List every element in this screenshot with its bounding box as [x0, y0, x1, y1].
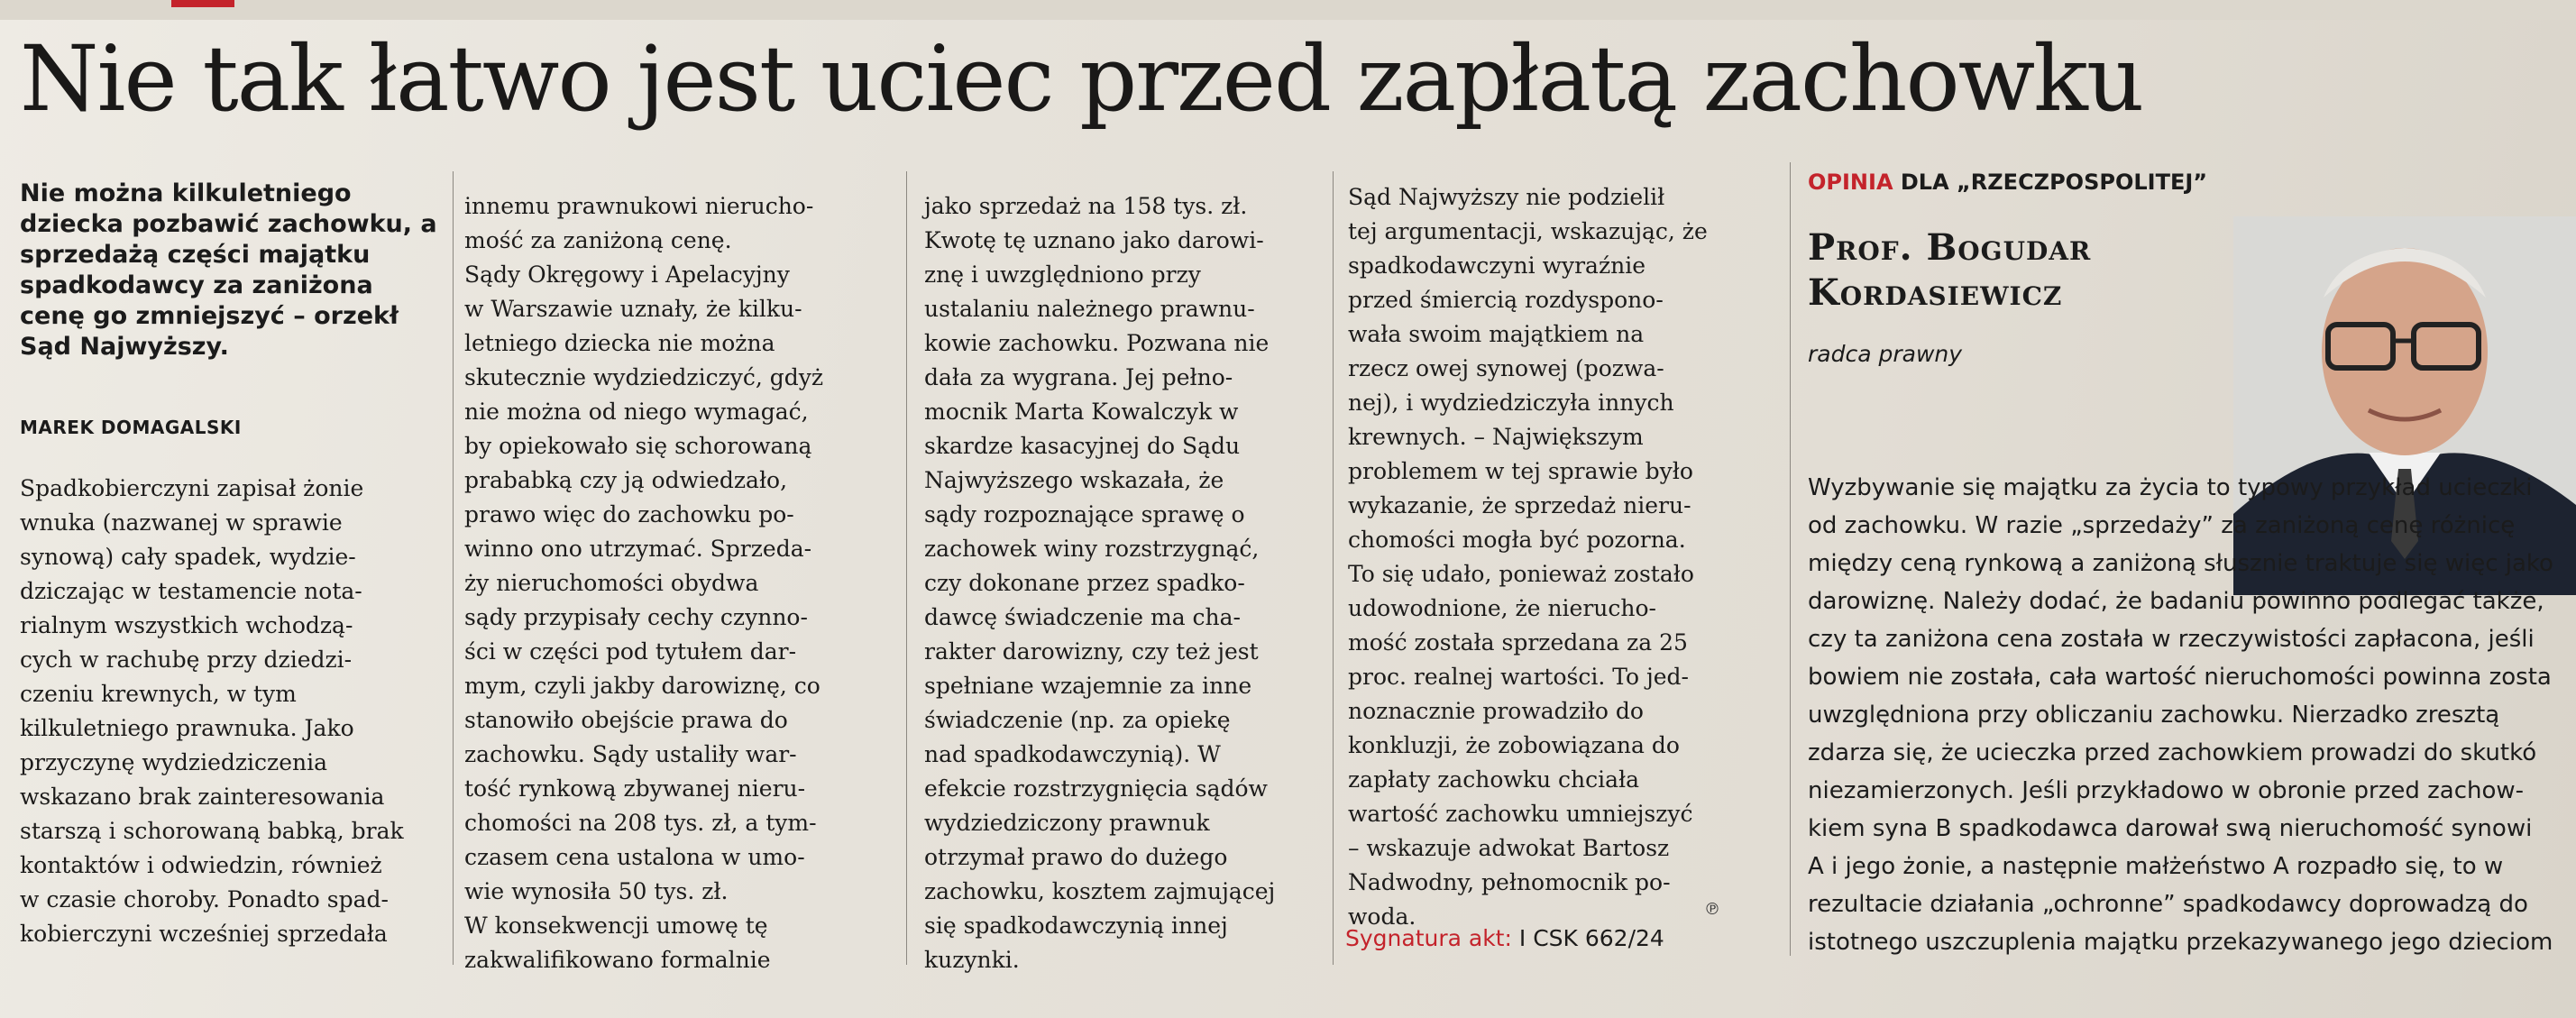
article-column-3: jako sprzedaż na 158 tys. zł. Kwotę tę uznano jako darowi- znę i uwzględniono przy ustalaniu należnego prawnu- kowie zachowku. Pozwana nie dała za wygrana. Jej pełno- mocnik Marta Kowalczyk w skardze kasacyjnej do Sądu Najwyższego wskazała, że sądy rozpoznające sprawę o zachowek winy rozstrzygnąć, czy dokonane przez spadko- dawcę świadczenie ma cha- rakter darowizny, czy też jest spełniane wzajemnie za inne świadczenie (np. za opiekę nad spadkodawczynią). W efekcie rozstrzygnięcia sądów wydziedziczony prawnuk otrzymał prawo do dużego zachowku, kosztem zajmującej się spadkodawczynią innej kuzynki. — [924, 193, 1276, 973]
expert-name: Prof. Bogudar Kordasiewicz — [1808, 226, 2092, 314]
column-divider — [453, 171, 454, 965]
expert-role: radca prawny — [1808, 341, 1963, 367]
article-column-2: innemu prawnukowi nierucho- mość za zaniżoną cenę. Sądy Okręgowy i Apelacyjny w Warszawie uznały, że kilku- letniego dziecka nie można skutecznie wydziedziczyć, gdyż nie można od niego wymagać, by opiekowało się schorowaną prababką czy ją odwiedzało, prawo więc do zachowku po- winno ono utrzymać. Sprzeda- ży nieruchomości obydwa sądy przypisały cechy czynno- ści w części pod tytułem dar- mym, czyli jakby darowiznę, co stanowiło obejście prawa do zachowku. Sądy ustaliły war- tość rynkową zbywanej nieru- chomości na 208 tys. zł, a tym- czasem cena ustalona w umo- wie wynosiła 50 tys. zł. W konsekwencji umowę tę zakwalifikowano formalnie — [464, 193, 824, 973]
opinion-tag-rest: DLA „RZECZPOSPOLITEJ” — [1900, 170, 2208, 195]
top-strip — [0, 0, 2576, 20]
case-signature-value: I CSK 662/24 — [1518, 925, 1664, 951]
article-headline: Nie tak łatwo jest uciec przed zapłatą zachowku — [20, 26, 2143, 132]
opinion-tag — [1808, 170, 2207, 195]
section-marker — [171, 0, 234, 7]
case-signature-label: Sygnatura akt: — [1345, 925, 1512, 951]
opinion-tag-red: OPINIA — [1808, 170, 1893, 195]
copyright-mark: ℗ — [1704, 900, 1720, 919]
article-column-4: Sąd Najwyższy nie podzielił tej argumentacji, wskazując, że spadkodawczyni wyraźnie przed śmiercią rozdyspono- wała swoim majątkiem na rzecz owej synowej (pozwa- nej), i wydziedziczyła innych krewnych. – Największym problemem w tej sprawie było wykazanie, że sprzedaż nieru- chomości mogła być pozorna. To się udało, ponieważ zostało udowodnione, że nierucho- mość została sprzedana za 25 proc. realnej wartości. To jed- noznacznie prowadziło do konkluzji, że zobowiązana do zapłaty zachowku chciała wartość zachowku umniejszyć – wskazuje adwokat Bartosz Nadwodny, pełnomocnik po- woda. — [1348, 184, 1708, 930]
opinion-text: Wyzbywanie się majątku za życia to typowy przykład ucieczki od zachowku. W razie „sprzedaży” za zaniżoną cenę różnicę między ceną rynkową a zaniżoną słusznie traktuje się więc jako darowiznę. Należy dodać, że badaniu powinno podlegać także, czy ta zaniżona cena została w rzeczywistości zapłacona, jeśli bowiem nie została, cała wartość nieruchomości powinna zosta uwzględniona przy obliczaniu zachowku. Nierzadko zresztą zdarza się, że ucieczka przed zachowkiem prowadzi do skutkó niezamierzonych. Jeśli przykładowo w obronie przed zachow- kiem syna B spadkodawca darował swą nieruchomość synowi A i jego żonie, a następnie małżeństwo A rozpadło się, to w rezultacie działania „ochronne” spadkodawcy doprowadzą do istotnego uszczuplenia majątku przekazywanego jego dzieciom — [1808, 474, 2553, 956]
article-column-1: Spadkobierczyni zapisał żonie wnuka (nazwanej w sprawie synową) cały spadek, wydzie- dziczając w testamencie nota- rialnym wszystkich wchodzą- cych w rachubę przy dziedzi- czeniu krewnych, w tym kilkuletniego prawnuka. Jako przyczynę wydziedziczenia wskazano brak zainteresowania starszą i schorowaną babką, brak kontaktów i odwiedzin, również w czasie choroby. Ponadto spad- kobierczyni wcześniej sprzedała — [20, 475, 404, 947]
article-author: MAREK DOMAGALSKI — [20, 417, 242, 438]
opinion-box — [1808, 162, 2576, 956]
opinion-divider — [1790, 162, 1791, 956]
article-lead: Nie można kilkuletniego dziecka pozbawić zachowku, a sprzedażą części majątku spadkodawcy za zaniżona cenę go zmniejszyć – orzekł Sąd Najwyższy. — [20, 179, 437, 361]
case-signature — [1345, 925, 1664, 951]
column-divider — [906, 171, 907, 965]
column-divider — [1333, 171, 1334, 965]
